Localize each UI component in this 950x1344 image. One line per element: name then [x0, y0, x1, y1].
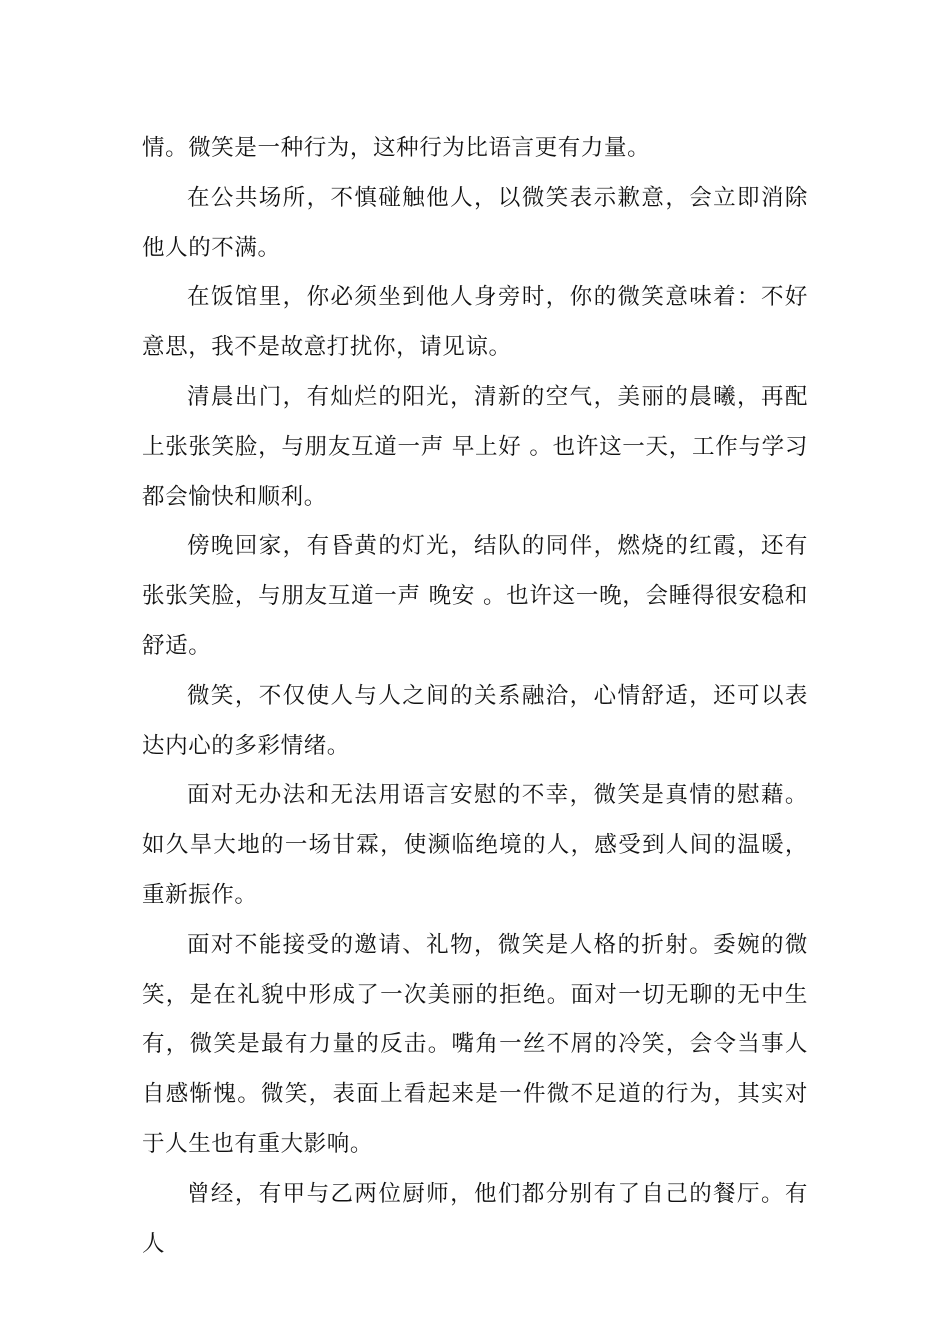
paragraph-3: 在饭馆里，你必须坐到他人身旁时，你的微笑意味着：不好意思，我不是故意打扰你，请见谅。	[142, 284, 808, 361]
paragraph-5: 傍晚回家，有昏黄的灯光，结队的同伴，燃烧的红霞，还有张张笑脸，与朋友互道一声 晚安 。也许这一晚，会睡得很安稳和舒适。	[142, 533, 808, 659]
paragraph-1: 情。微笑是一种行为，这种行为比语言更有力量。	[142, 135, 651, 161]
paragraph-9: 曾经，有甲与乙两位厨师，他们都分别有了自己的餐厅。有人	[142, 1180, 808, 1257]
paragraph-8: 面对不能接受的邀请、礼物，微笑是人格的折射。委婉的微笑，是在礼貌中形成了一次美丽的拒绝。面对一切无聊的无中生有，微笑是最有力量的反击。嘴角一丝不屑的冷笑，会令当事人自感惭愧。微笑，表面上看起来是一件微不足道的行为，其实对于人生也有重大影响。	[142, 931, 808, 1157]
paragraph-6: 微笑，不仅使人与人之间的关系融洽，心情舒适，还可以表达内心的多彩情绪。	[142, 682, 808, 759]
paragraph-7: 面对无办法和无法用语言安慰的不幸，微笑是真情的慰藉。如久旱大地的一场甘霖，使濒临绝境的人，感受到人间的温暖，重新振作。	[142, 782, 808, 908]
document-body	[142, 124, 808, 1269]
paragraph-4: 清晨出门，有灿烂的阳光，清新的空气，美丽的晨曦，再配上张张笑脸，与朋友互道一声 早上好 。也许这一天，工作与学习都会愉快和顺利。	[142, 383, 808, 510]
paragraph-2: 在公共场所，不慎碰触他人，以微笑表示歉意，会立即消除他人的不满。	[142, 184, 808, 261]
